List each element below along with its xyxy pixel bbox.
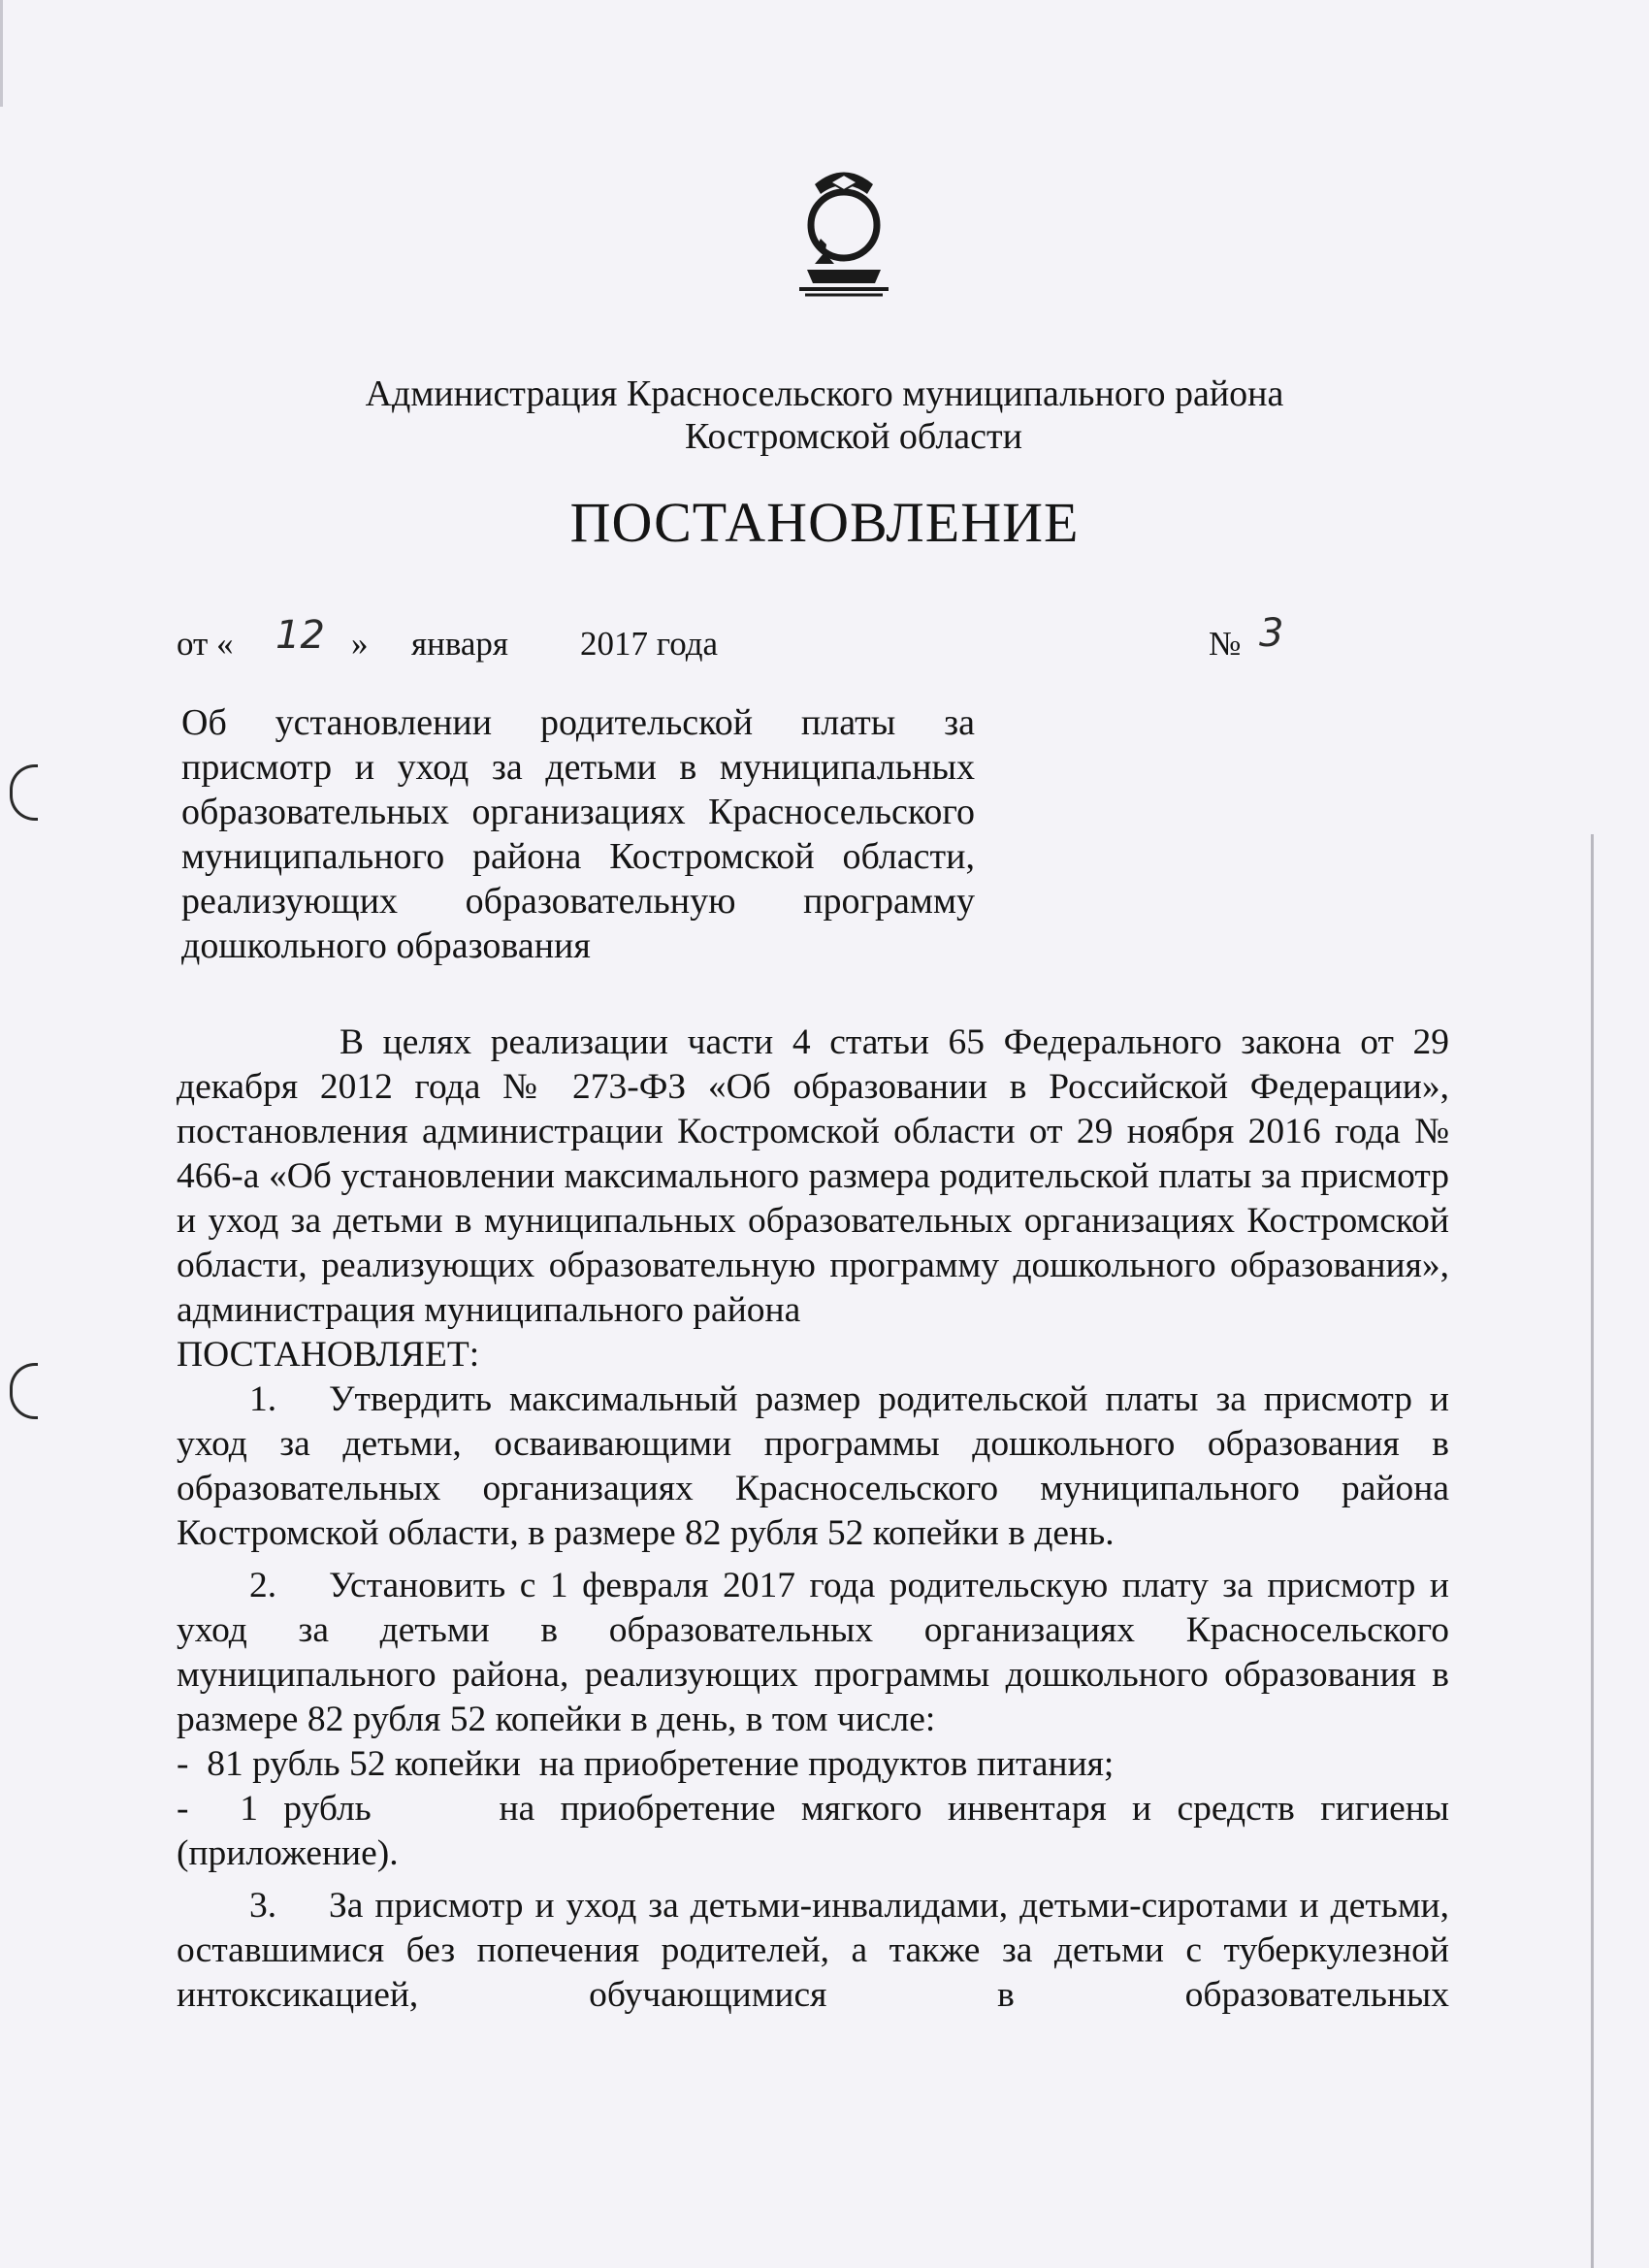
- page-fold-line: [1591, 834, 1594, 2268]
- date-day-handwritten: 12: [275, 613, 325, 658]
- numbered-item-2: [177, 1564, 1449, 1742]
- document-title: ПОСТАНОВЛЕНИЕ: [569, 491, 1080, 554]
- date-year: 2017 года: [580, 625, 719, 663]
- date-month: января: [411, 625, 509, 663]
- organization-name: Администрация Красносельского муниципального района: [365, 373, 1284, 414]
- item-text: Утвердить максимальный размер родительской платы за присмотр и уход за детьми, осваивающими программы дошкольного образования в образовательных организациях Красносельского муниципального района Костромской области, в размере 82 рубля 52 копейки в день.: [177, 1379, 1449, 1553]
- date-prefix: от «: [177, 625, 234, 663]
- document-number-sign: №: [1209, 625, 1242, 663]
- item-number: 2.: [249, 1566, 277, 1605]
- preamble-paragraph: В целях реализации части 4 статьи 65 Федерального закона от 29 декабря 2012 года № 273-ФЗ «Об образовании в Российской Федерации», постановления администрации Костромской области от 29 ноября 2016 года № 466-а «Об установлении максимального размера родительской платы за присмотр и уход за детьми в муниципальных образовательных организациях Костромской области, реализующих образовательную программу дошкольного образования», администрация муниципального района: [177, 1022, 1449, 1330]
- item-text: Установить с 1 февраля 2017 года родительскую плату за присмотр и уход за детьми в образовательных организациях Красносельского муниципального района, реализующих программы дошкольного образования в размере 82 рубля 52 копейки в день, в том числе:: [177, 1566, 1449, 1739]
- sub-item: - 1 рубль на приобретение мягкого инвентаря и средств гигиены (приложение).: [177, 1789, 1459, 1873]
- document-subject: Об установлении родительской платы за присмотр и уход за детьми в муниципальных образовательных организациях Красносельского муниципального района Костромской области, реализующих образовательную программу дошкольного образования: [181, 702, 975, 966]
- date-close-quote: »: [351, 625, 369, 663]
- numbered-item-3: [177, 1884, 1449, 2018]
- punch-hole-mark: [10, 1363, 38, 1419]
- document-body: [177, 1021, 1459, 2018]
- coat-of-arms-emblem: [786, 155, 902, 301]
- sub-item: - 81 рубль 52 копейки на приобретение продуктов питания;: [177, 1744, 1115, 1784]
- punch-hole-mark: [10, 764, 38, 821]
- region-name: Костромской области: [685, 416, 1022, 457]
- numbered-item-1: [177, 1377, 1449, 1556]
- item-number: 3.: [249, 1886, 277, 1926]
- item-text: За присмотр и уход за детьми-инвалидами, детьми-сиротами и детьми, оставшимися без попечения родителей, а также за детьми с туберкулезной интоксикацией, обучающимися в образовательных: [177, 1886, 1449, 2015]
- document-number-handwritten: 3: [1259, 611, 1284, 656]
- resolves-keyword: ПОСТАНОВЛЯЕТ:: [177, 1335, 480, 1375]
- item-number: 1.: [249, 1379, 277, 1419]
- page-edge-shadow: [0, 0, 3, 107]
